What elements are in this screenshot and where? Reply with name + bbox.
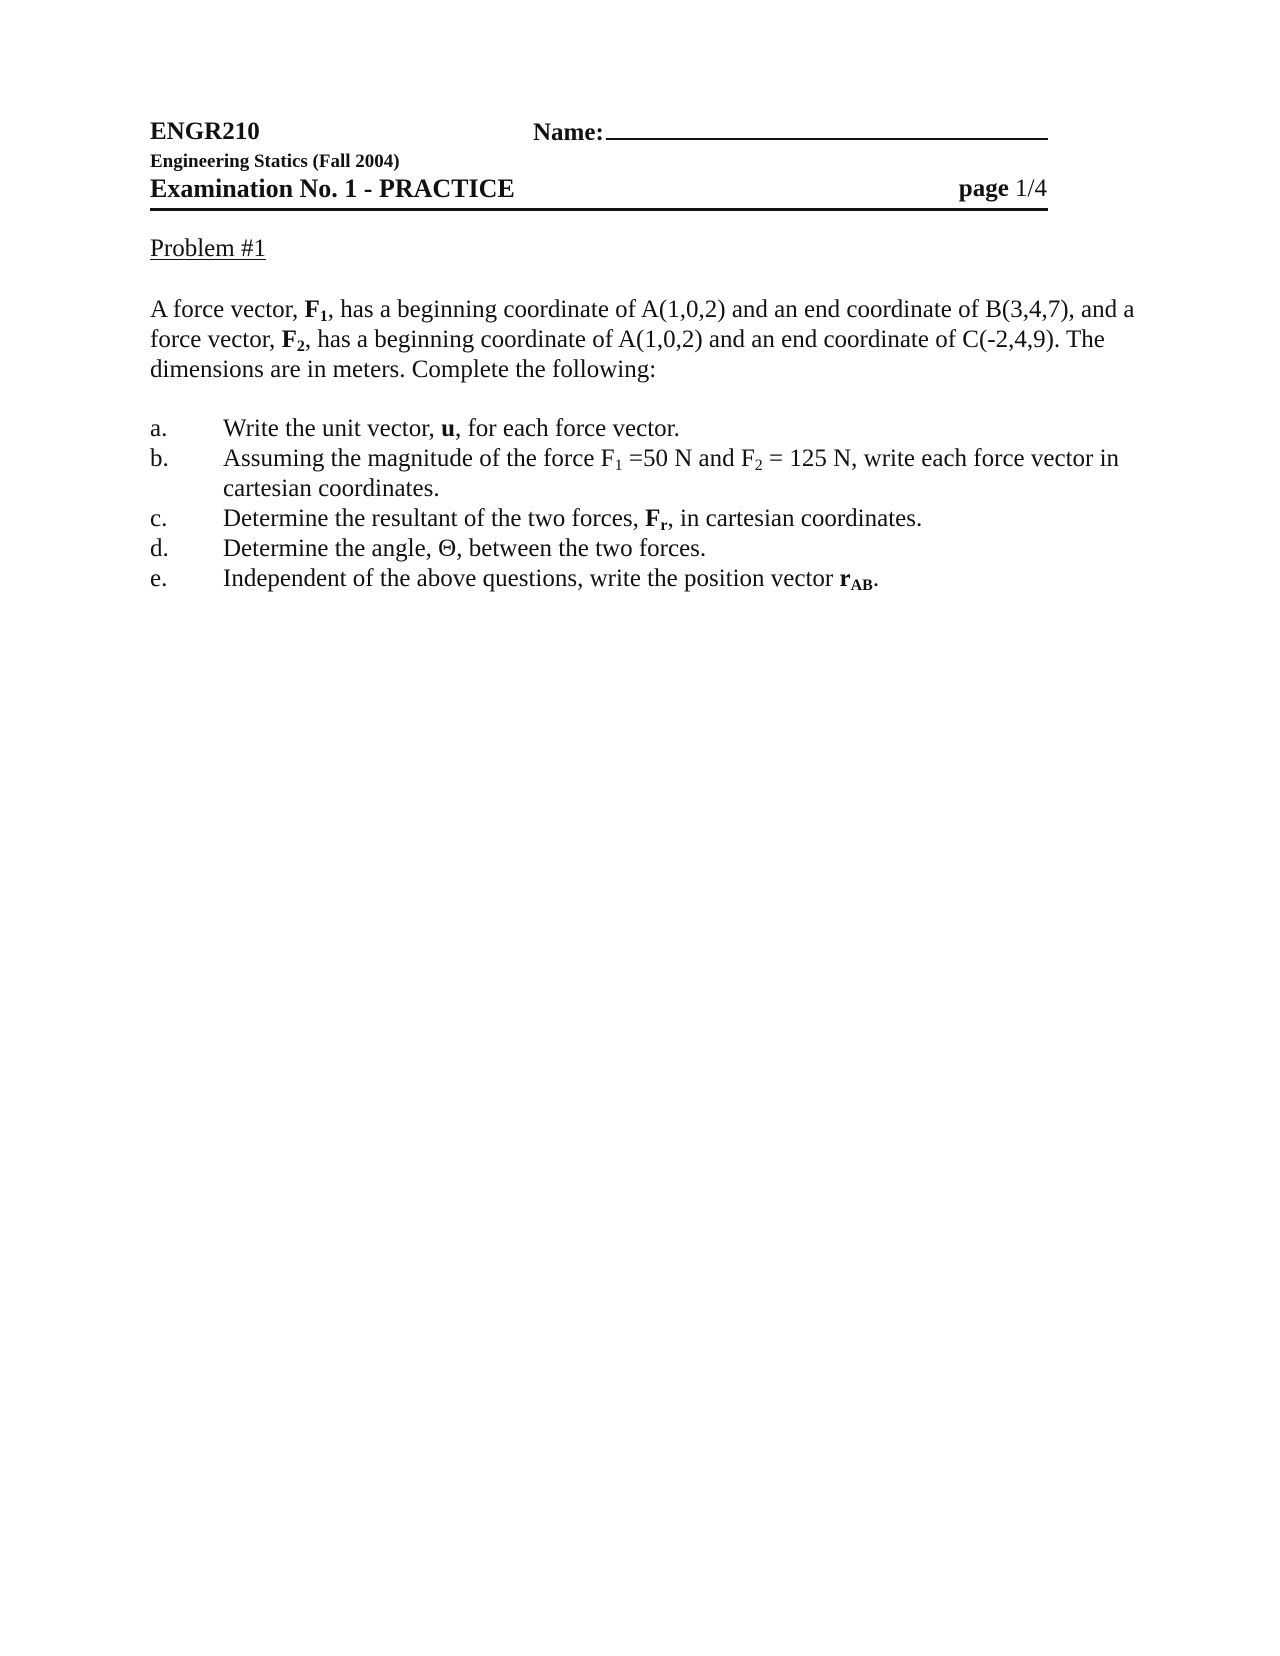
list-item (150, 444, 1190, 504)
item-text: Independent of the above questions, write the position vector $r_{AB}$. (223, 565, 880, 594)
item-text: Assuming the magnitude of the force $F_1 =50$ N and $F_2 = 125$ N, write each force vector in cartesian coordinates. (223, 445, 1120, 502)
force-f1-symbol: $F_1$ (304, 296, 328, 325)
statement-line-3: dimensions are in meters. Complete the following: (150, 356, 657, 383)
item-marker: a. (150, 415, 168, 442)
name-label: Name: (533, 119, 604, 146)
course-code: ENGR210 (150, 118, 260, 145)
name-blank-line (606, 118, 1048, 140)
list-item (150, 534, 1190, 564)
task-list (150, 414, 1190, 594)
item-marker: e. (150, 565, 168, 592)
statement-line-1: A force vector, $F_1$, has a beginning coordinate of A(1,0,2) and an end coordinate of B(3,4,7), and a (150, 296, 1135, 325)
item-marker: c. (150, 505, 168, 532)
list-item (150, 504, 1190, 534)
page-label: page (958, 175, 1009, 202)
item-text: Determine the angle, Θ, between the two forces. (223, 535, 707, 562)
course-title: Engineering Statics (Fall 2004) (150, 151, 400, 172)
list-item (150, 564, 1190, 594)
item-text: Determine the resultant of the two forces, $F_r$, in cartesian coordinates. (223, 505, 923, 534)
page-indicator (959, 175, 1047, 203)
problem-statement (150, 295, 1190, 385)
force-f2-symbol: $F_2$ (281, 326, 305, 355)
statement-line-2: force vector, $F_2$, has a beginning coordinate of A(1,0,2) and an end coordinate of C(-2,4,9). The (150, 326, 1105, 355)
exam-title: Examination No. 1 - PRACTICE (150, 174, 515, 203)
header-divider (150, 208, 1048, 211)
page-number: 1/4 (1015, 175, 1047, 202)
name-field (533, 118, 1048, 147)
list-item (150, 414, 1190, 444)
item-marker: d. (150, 535, 169, 562)
item-marker: b. (150, 445, 169, 472)
problem-heading: Problem #1 (150, 235, 266, 262)
item-text: Write the unit vector, u, for each force vector. (223, 415, 680, 442)
